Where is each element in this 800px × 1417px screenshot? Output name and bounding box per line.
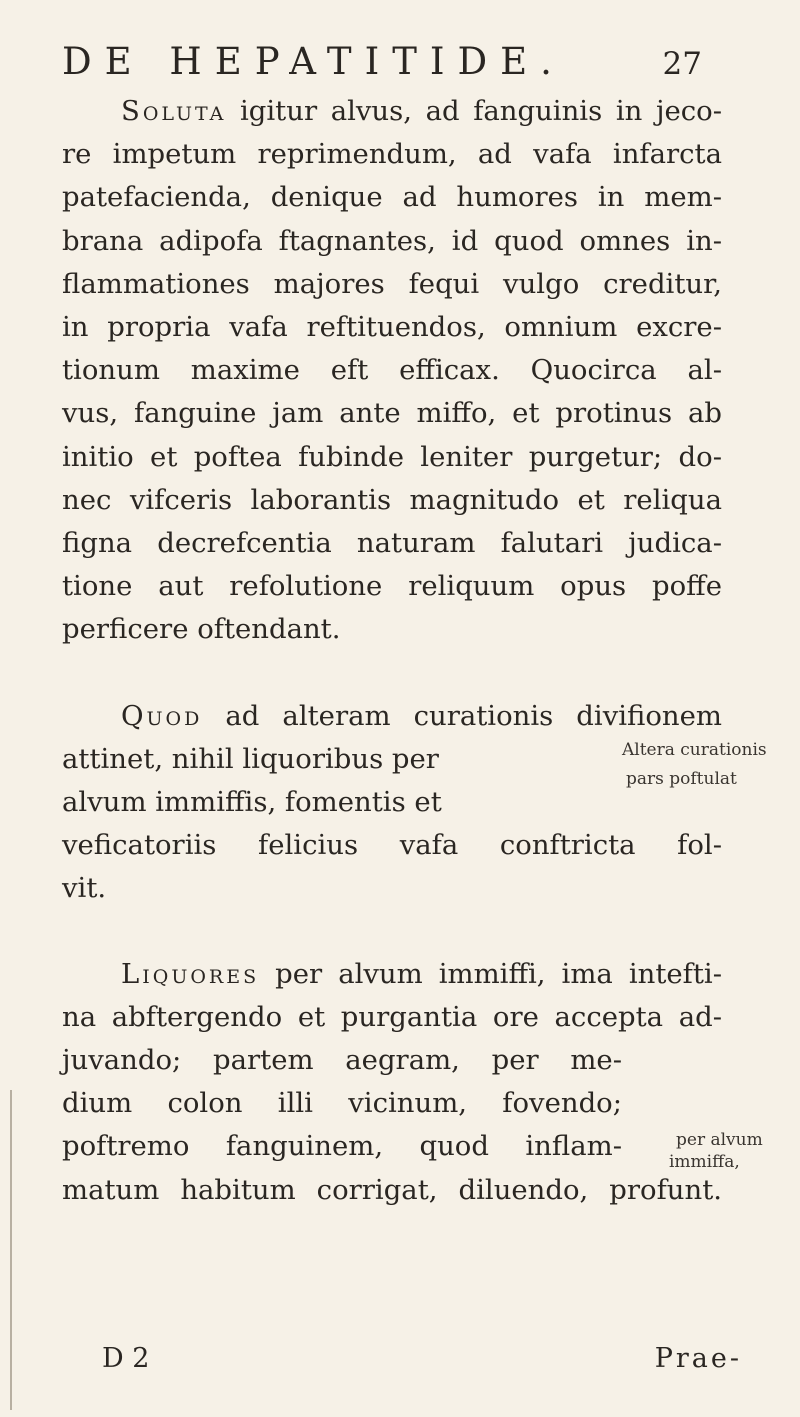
- body-text: [62, 90, 722, 1212]
- text-line: Quod ad alteram curationis divifionem: [121, 699, 722, 732]
- running-head: [62, 38, 702, 86]
- text-line: attinet, nihil liquoribus per: [62, 742, 439, 775]
- text-line: in propria vafa reftituendos, omnium excre-: [62, 311, 722, 344]
- margin-note-immissa: immiffa,: [669, 1152, 740, 1172]
- margin-note-altera: Altera curationis: [622, 740, 767, 760]
- catchword: Prae-: [654, 1343, 742, 1374]
- signature-mark: D 2: [102, 1343, 150, 1374]
- text-line: juvando; partem aegram, per me-: [62, 1044, 622, 1077]
- paragraph-lead-word: Liquores: [121, 957, 260, 990]
- text-line: Soluta igitur alvus, ad fanguinis in jeco-: [121, 95, 722, 127]
- text-line: poftremo fanguinem, quod inflam-: [62, 1130, 622, 1163]
- text-line: patefacienda, denique ad humores in mem-: [62, 181, 722, 214]
- text-line: figna decrefcentia naturam falutari judica-: [62, 527, 722, 560]
- page-number: 27: [662, 46, 702, 82]
- text-line: Liquores per alvum immiffi, ima intefti-: [121, 957, 722, 990]
- text-line: alvum immiffis, fomentis et: [62, 786, 442, 819]
- paragraph-lead-word: Quod: [121, 699, 203, 732]
- text-line: vit.: [62, 872, 107, 905]
- paragraph-quod: [62, 695, 722, 911]
- text-line: tionum maxime eft efficax. Quocirca al-: [62, 354, 722, 387]
- text-line: matum habitum corrigat, diluendo, profunt.: [62, 1173, 722, 1206]
- page-footer: [62, 1343, 742, 1383]
- text-line: tione aut refolutione reliquum opus poffe: [62, 570, 722, 603]
- text-line: flammationes majores fequi vulgo creditur,: [62, 267, 722, 300]
- margin-note-pars: pars poftulat: [626, 769, 737, 789]
- text-line: veficatoriis felicius vafa conftricta fol-: [62, 829, 722, 862]
- gutter-shadow: [10, 1090, 12, 1410]
- text-line: re impetum reprimendum, ad vafa infarcta: [62, 138, 722, 171]
- text-line: dium colon illi vicinum, fovendo;: [62, 1087, 622, 1120]
- text-line: perficere oftendant.: [62, 613, 341, 646]
- paragraph-soluta: [62, 90, 722, 652]
- margin-note-per-alvum: per alvum: [676, 1130, 763, 1150]
- text-line: brana adipofa ftagnantes, id quod omnes in-: [62, 224, 722, 257]
- text-line: vus, fanguine jam ante miffo, et protinus ab: [62, 397, 722, 430]
- text-line: nec vifceris laborantis magnitudo et reliqua: [62, 483, 722, 516]
- paragraph-liquores: [62, 953, 722, 1212]
- paragraph-lead-word: Soluta: [121, 95, 227, 127]
- text-line: na abftergendo et purgantia ore accepta ad-: [62, 1000, 722, 1033]
- text-line: initio et poftea fubinde leniter purgetur; do-: [62, 440, 722, 473]
- running-title: DE HEPATITIDE.: [62, 40, 565, 83]
